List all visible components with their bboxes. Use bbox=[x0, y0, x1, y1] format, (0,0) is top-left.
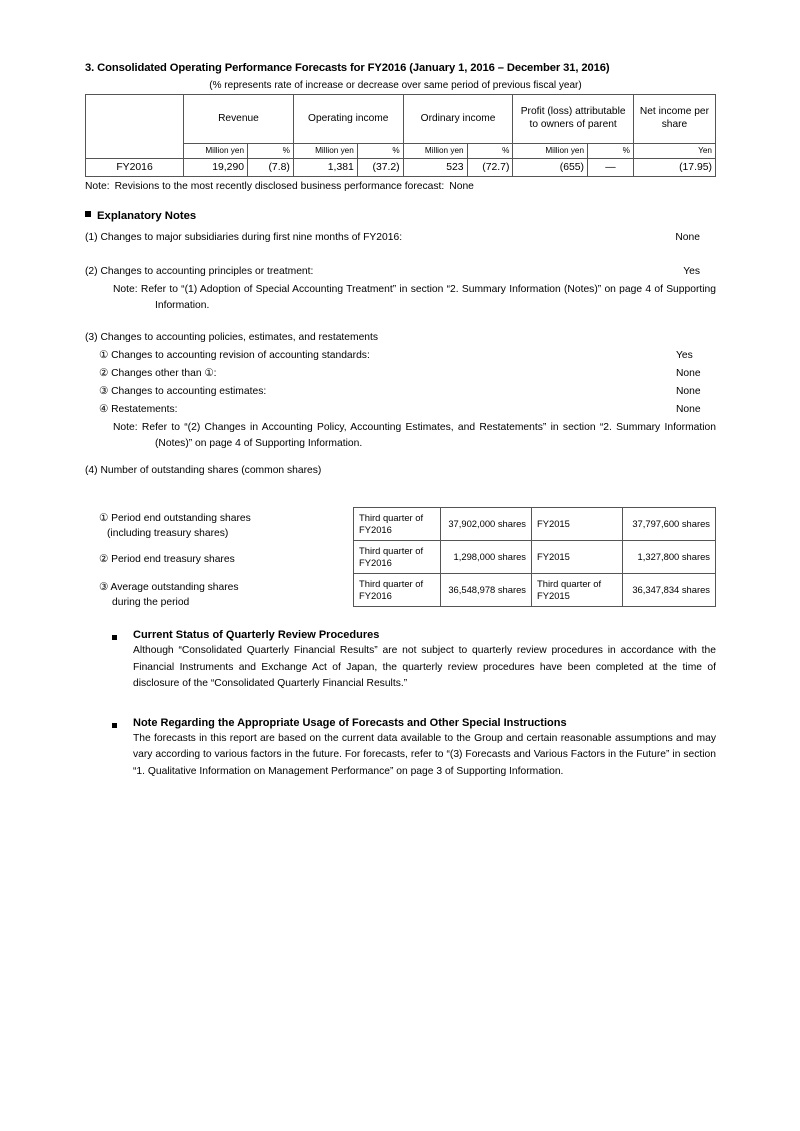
forecast-header-ordinary-income: Ordinary income bbox=[403, 95, 513, 144]
shares-row1-value-a: 37,902,000 shares bbox=[441, 508, 532, 541]
explanatory-item-2-note-text: Note: Refer to “(1) Adoption of Special Accounting Treatment” in section “2. Summary Information (Notes)” on page 4 of Supporting Information. bbox=[113, 283, 716, 311]
table-row bbox=[354, 541, 716, 574]
explanatory-item-1 bbox=[85, 230, 716, 246]
forecast-value-profit-attributable: (655) bbox=[513, 159, 588, 177]
page-content bbox=[85, 62, 716, 780]
forecast-corner-cell bbox=[86, 95, 184, 159]
explanatory-item-3-sub-2-label: ② Changes other than ①: bbox=[99, 367, 217, 379]
forecast-group-header-row bbox=[86, 95, 716, 144]
explanatory-item-3-sub-3-answer: None bbox=[676, 385, 701, 397]
explanatory-item-3-note bbox=[85, 420, 716, 452]
shares-row2-value-b: 1,327,800 shares bbox=[623, 541, 716, 574]
explanatory-item-2-question: (2) Changes to accounting principles or treatment: bbox=[85, 265, 314, 277]
square-bullet-icon bbox=[112, 723, 117, 728]
forecast-header-revenue: Revenue bbox=[184, 95, 294, 144]
table-row bbox=[354, 508, 716, 541]
forecast-usage-title: Note Regarding the Appropriate Usage of Forecasts and Other Special Instructions bbox=[133, 716, 567, 729]
forecast-value-revenue: 19,290 bbox=[184, 159, 248, 177]
explanatory-item-3-sub-3 bbox=[85, 384, 716, 400]
forecast-value-profit-attributable-pct: — bbox=[588, 159, 634, 177]
explanatory-item-3-sub-1-answer: Yes bbox=[676, 349, 693, 361]
explanatory-item-3-sub-1-label: ① Changes to accounting revision of accounting standards: bbox=[99, 349, 370, 361]
shares-section bbox=[85, 493, 716, 609]
forecast-unit-net-income-per-share: Yen bbox=[633, 144, 715, 159]
table-row bbox=[86, 159, 716, 177]
explanatory-item-2 bbox=[85, 264, 716, 280]
shares-label-3b: during the period bbox=[112, 597, 190, 609]
explanatory-item-3 bbox=[85, 330, 716, 346]
forecast-header-profit-attributable: Profit (loss) attributable to owners of parent bbox=[513, 95, 633, 144]
forecast-value-ordinary-income-pct: (72.7) bbox=[467, 159, 513, 177]
explanatory-item-1-question: (1) Changes to major subsidiaries during first nine months of FY2016: bbox=[85, 232, 403, 243]
review-procedures-body: Although “Consolidated Quarterly Financial Results” are not subject to quarterly review procedures in accordance with the Financial Instruments and Exchange Act of Japan, the quarterly review procedures have been completed at the time of disclosure of the “Consolidated Quarterly Financial Results.” bbox=[133, 645, 716, 690]
forecast-table bbox=[85, 94, 716, 177]
review-procedures-title: Current Status of Quarterly Review Procedures bbox=[133, 629, 380, 642]
forecast-value-operating-income: 1,381 bbox=[293, 159, 357, 177]
shares-row3-period-b: Third quarter of FY2015 bbox=[532, 574, 623, 607]
forecast-value-revenue-pct: (7.8) bbox=[248, 159, 294, 177]
explanatory-item-2-answer: Yes bbox=[683, 265, 700, 277]
shares-table bbox=[353, 507, 716, 607]
forecast-value-net-income-per-share: (17.95) bbox=[633, 159, 715, 177]
forecast-usage-body: The forecasts in this report are based on the current data available to the Group and certain reasonable assumptions and may vary according to various factors in the future. For forecasts, refer to “(3) Forecasts and Various Factors in the Future” in section “1. Qualitative Information on Management Performance” on page 3 of Supporting Information. bbox=[133, 732, 716, 777]
shares-row3-period-a: Third quarter of FY2016 bbox=[354, 574, 441, 607]
forecast-unit-revenue: Million yen bbox=[184, 144, 248, 159]
explanatory-item-3-sub-2-answer: None bbox=[676, 367, 701, 379]
shares-row1-period-b: FY2015 bbox=[532, 508, 623, 541]
explanatory-item-4 bbox=[85, 463, 716, 479]
explanatory-item-3-sub-4 bbox=[85, 402, 716, 418]
square-bullet-icon bbox=[85, 211, 91, 217]
shares-label-1: ① Period end outstanding shares bbox=[99, 513, 251, 525]
shares-row1-value-b: 37,797,600 shares bbox=[623, 508, 716, 541]
explanatory-item-3-note-text: Note: Refer to “(2) Changes in Accounting Policy, Accounting Estimates, and Restatements” in section “2. Summary Information (Notes)” on page 4 of Supporting Information. bbox=[113, 421, 716, 449]
section3-heading: 3. Consolidated Operating Performance Forecasts for FY2016 (January 1, 2016 – December 31, 2016) bbox=[85, 62, 610, 74]
shares-row3-value-b: 36,347,834 shares bbox=[623, 574, 716, 607]
shares-label-2: ② Period end treasury shares bbox=[99, 554, 235, 566]
shares-label-1b: (including treasury shares) bbox=[107, 528, 229, 540]
shares-row2-value-a: 1,298,000 shares bbox=[441, 541, 532, 574]
explanatory-item-3-sub-4-answer: None bbox=[676, 403, 701, 415]
forecast-note-label: Note: bbox=[85, 181, 110, 192]
forecast-unit-operating-income-pct: % bbox=[357, 144, 403, 159]
explanatory-notes-heading bbox=[85, 210, 716, 222]
review-procedures-section bbox=[85, 629, 716, 692]
explanatory-item-3-question: (3) Changes to accounting policies, estimates, and restatements bbox=[85, 331, 379, 343]
explanatory-item-3-sub-2 bbox=[85, 366, 716, 382]
shares-row3-value-a: 36,548,978 shares bbox=[441, 574, 532, 607]
shares-label-3: ③ Average outstanding shares bbox=[99, 582, 239, 594]
forecast-table-note bbox=[85, 181, 716, 192]
forecast-note-value: None bbox=[449, 181, 474, 192]
shares-row1-period-a: Third quarter of FY2016 bbox=[354, 508, 441, 541]
explanatory-item-3-sub-1 bbox=[85, 348, 716, 364]
forecast-unit-profit-attributable-pct: % bbox=[588, 144, 634, 159]
explanatory-item-1-answer: None bbox=[675, 232, 700, 243]
explanatory-notes-title: Explanatory Notes bbox=[97, 210, 197, 222]
explanatory-item-4-question: (4) Number of outstanding shares (common shares) bbox=[85, 465, 322, 477]
explanatory-item-2-note bbox=[85, 282, 716, 314]
shares-row2-period-b: FY2015 bbox=[532, 541, 623, 574]
forecast-unit-profit-attributable: Million yen bbox=[513, 144, 588, 159]
table-row bbox=[354, 574, 716, 607]
forecast-header-net-income-per-share: Net income per share bbox=[633, 95, 715, 144]
forecast-unit-ordinary-income: Million yen bbox=[403, 144, 467, 159]
explanatory-item-3-sub-4-label: ④ Restatements: bbox=[99, 403, 178, 415]
forecast-value-operating-income-pct: (37.2) bbox=[357, 159, 403, 177]
forecast-unit-operating-income: Million yen bbox=[293, 144, 357, 159]
forecast-unit-ordinary-income-pct: % bbox=[467, 144, 513, 159]
square-bullet-icon bbox=[112, 635, 117, 640]
forecast-header-operating-income: Operating income bbox=[293, 95, 403, 144]
explanatory-item-3-sub-3-label: ③ Changes to accounting estimates: bbox=[99, 385, 267, 397]
forecast-note-text: Revisions to the most recently disclosed business performance forecast: bbox=[114, 181, 445, 192]
forecast-unit-revenue-pct: % bbox=[248, 144, 294, 159]
forecast-table-caption: (% represents rate of increase or decrease over same period of previous fiscal year) bbox=[209, 80, 582, 91]
forecast-value-ordinary-income: 523 bbox=[403, 159, 467, 177]
forecast-usage-section bbox=[85, 717, 716, 780]
shares-row2-period-a: Third quarter of FY2016 bbox=[354, 541, 441, 574]
forecast-row-label-fy2016: FY2016 bbox=[86, 159, 184, 177]
